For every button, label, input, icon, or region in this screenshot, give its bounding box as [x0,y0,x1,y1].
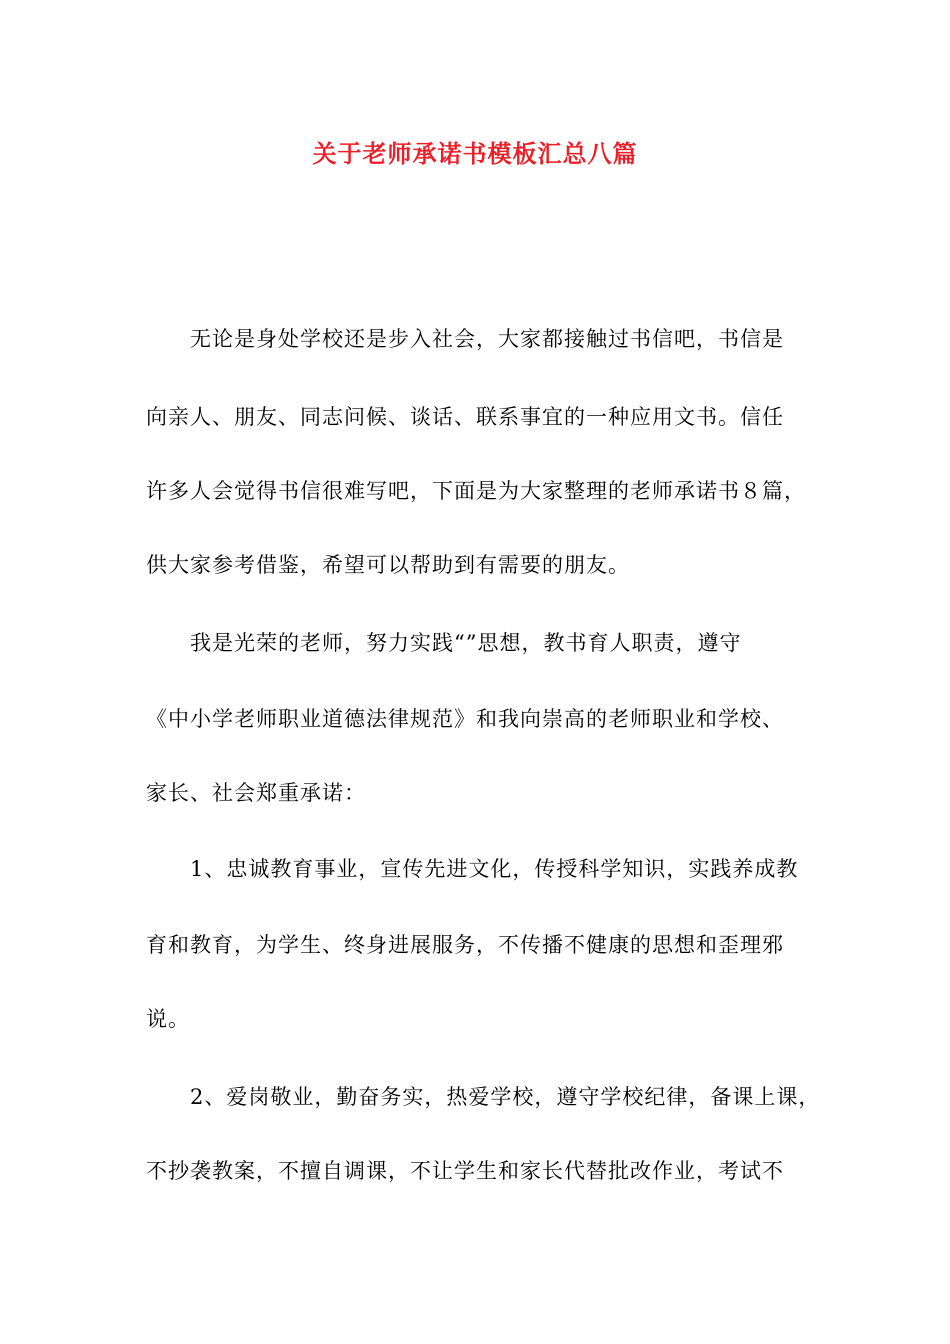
paragraph-line: 许多人会觉得书信很难写吧，下面是为大家整理的老师承诺书８篇， [146,479,806,503]
paragraph-line: 《中小学老师职业道德法律规范》和我向崇高的老师职业和学校、 [146,707,784,731]
paragraph-line: 供大家参考借鉴，希望可以帮助到有需要的朋友。 [146,553,630,577]
document-title: 关于老师承诺书模板汇总八篇 [312,139,638,168]
paragraph-line: 2、爱岗敬业，勤奋务实，热爱学校，遵守学校纪律，备课上课， [190,1085,821,1109]
paragraph-line: 我是光荣的老师，努力实践“”思想，教书育人职责，遵守 [190,631,742,655]
paragraph-line: 说。 [146,1007,190,1031]
paragraph-line: 1、忠诚教育事业，宣传先进文化，传授科学知识，实践养成教 [190,857,799,881]
paragraph-line: 不抄袭教案，不擅自调课，不让学生和家长代替批改作业，考试不 [146,1159,784,1183]
paragraph-line: 向亲人、朋友、同志问候、谈话、联系事宜的一种应用文书。信任 [146,405,784,429]
paragraph-line: 育和教育，为学生、终身进展服务，不传播不健康的思想和歪理邪 [146,933,784,957]
paragraph-line: 家长、社会郑重承诺： [146,781,366,805]
paragraph-line: 无论是身处学校还是步入社会，大家都接触过书信吧，书信是 [190,327,784,351]
